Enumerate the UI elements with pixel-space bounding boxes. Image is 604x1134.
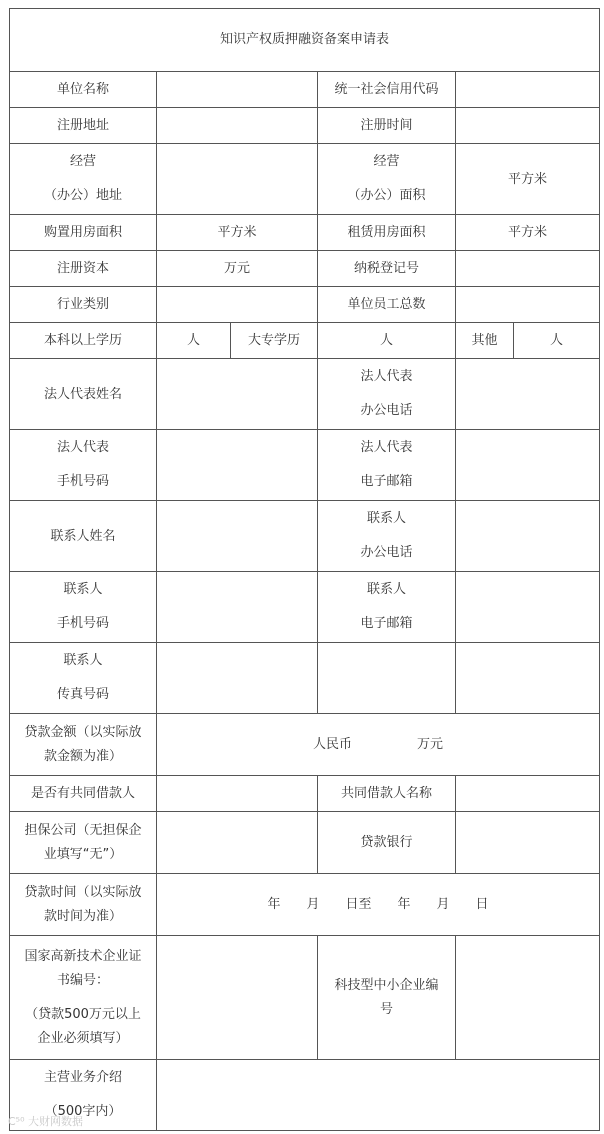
empty-cell <box>318 643 456 714</box>
contact-email-label: 联系人 电子邮箱 <box>318 572 456 643</box>
reg-capital-label: 注册资本 <box>10 251 157 287</box>
tax-reg-no-label: 纳税登记号 <box>318 251 456 287</box>
co-borrower-label: 是否有共同借款人 <box>10 776 157 812</box>
legal-email-field[interactable] <box>456 430 600 501</box>
legal-office-phone-field[interactable] <box>456 359 600 430</box>
application-form-table <box>9 8 600 1131</box>
other-field[interactable]: 人 <box>514 323 600 359</box>
tax-reg-no-field[interactable] <box>456 251 600 287</box>
other-label: 其他 <box>456 323 514 359</box>
purchased-area-field[interactable]: 平方米 <box>157 215 318 251</box>
total-staff-field[interactable] <box>456 287 600 323</box>
credit-code-field[interactable] <box>456 72 600 108</box>
bachelor-above-label: 本科以上学历 <box>10 323 157 359</box>
reg-capital-field[interactable]: 万元 <box>157 251 318 287</box>
college-field[interactable]: 人 <box>318 323 456 359</box>
industry-label: 行业类别 <box>10 287 157 323</box>
co-borrower-name-label: 共同借款人名称 <box>318 776 456 812</box>
watermark: C⁵⁰ 大财网数据 <box>8 1115 83 1128</box>
contact-name-field[interactable] <box>157 501 318 572</box>
contact-email-field[interactable] <box>456 572 600 643</box>
biz-address-field[interactable] <box>157 144 318 215</box>
bachelor-above-field[interactable]: 人 <box>157 323 231 359</box>
reg-time-field[interactable] <box>456 108 600 144</box>
sme-number-label: 科技型中小企业编 号 <box>318 936 456 1060</box>
hitech-cert-label: 国家高新技术企业证 书编号： （贷款500万元以上 企业必须填写） <box>10 936 157 1060</box>
rented-area-label: 租赁用房面积 <box>318 215 456 251</box>
industry-field[interactable] <box>157 287 318 323</box>
legal-email-label: 法人代表 电子邮箱 <box>318 430 456 501</box>
loan-bank-field[interactable] <box>456 812 600 874</box>
co-borrower-field[interactable] <box>157 776 318 812</box>
loan-amount-field[interactable]: 人民币 万元 <box>157 714 600 776</box>
form-title: 知识产权质押融资备案申请表 <box>10 9 600 72</box>
contact-mobile-label: 联系人 手机号码 <box>10 572 157 643</box>
biz-area-label: 经营 （办公）面积 <box>318 144 456 215</box>
unit-name-label: 单位名称 <box>10 72 157 108</box>
biz-address-label: 经营 （办公）地址 <box>10 144 157 215</box>
contact-name-label: 联系人姓名 <box>10 501 157 572</box>
legal-mobile-label: 法人代表 手机号码 <box>10 430 157 501</box>
biz-area-field[interactable]: 平方米 <box>456 144 600 215</box>
guarantor-field[interactable] <box>157 812 318 874</box>
contact-office-phone-label: 联系人 办公电话 <box>318 501 456 572</box>
contact-fax-field[interactable] <box>157 643 318 714</box>
main-business-label: 主营业务介绍 （500字内） <box>10 1060 157 1131</box>
guarantor-label: 担保公司（无担保企 业填写“无”） <box>10 812 157 874</box>
legal-name-label: 法人代表姓名 <box>10 359 157 430</box>
reg-time-label: 注册时间 <box>318 108 456 144</box>
contact-mobile-field[interactable] <box>157 572 318 643</box>
legal-mobile-field[interactable] <box>157 430 318 501</box>
unit-name-field[interactable] <box>157 72 318 108</box>
hitech-cert-field[interactable] <box>157 936 318 1060</box>
reg-address-label: 注册地址 <box>10 108 157 144</box>
total-staff-label: 单位员工总数 <box>318 287 456 323</box>
loan-time-label: 贷款时间（以实际放 款时间为准） <box>10 874 157 936</box>
reg-address-field[interactable] <box>157 108 318 144</box>
loan-bank-label: 贷款银行 <box>318 812 456 874</box>
purchased-area-label: 购置用房面积 <box>10 215 157 251</box>
co-borrower-name-field[interactable] <box>456 776 600 812</box>
main-business-field[interactable] <box>157 1060 600 1131</box>
rented-area-field[interactable]: 平方米 <box>456 215 600 251</box>
legal-name-field[interactable] <box>157 359 318 430</box>
contact-office-phone-field[interactable] <box>456 501 600 572</box>
loan-amount-label: 贷款金额（以实际放 款金额为准） <box>10 714 157 776</box>
empty-cell <box>456 643 600 714</box>
sme-number-field[interactable] <box>456 936 600 1060</box>
contact-fax-label: 联系人 传真号码 <box>10 643 157 714</box>
loan-time-field[interactable]: 年 月 日至 年 月 日 <box>157 874 600 936</box>
credit-code-label: 统一社会信用代码 <box>318 72 456 108</box>
legal-office-phone-label: 法人代表 办公电话 <box>318 359 456 430</box>
college-label: 大专学历 <box>231 323 318 359</box>
